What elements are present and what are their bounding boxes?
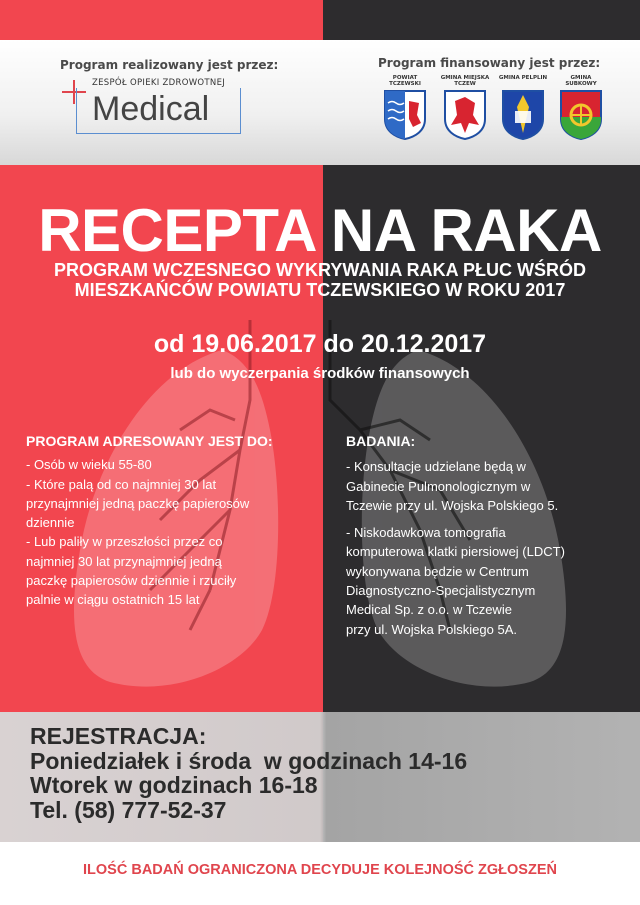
addressed-to-item: - Lub paliły w przeszłości przez co najmniej 30 lat przynajmniej jedną paczkę papierosów dziennie i rzuciły palnie w ciągu ostatnich 15 lat bbox=[26, 534, 237, 608]
exams-item: - Niskodawkowa tomografia komputerowa klatki piersiowej (LDCT) wykonywana będzie w Centrum Diagnostyczno-Specjalistycznym Medical Sp. z o.o. w Tczewie przy ul. Wojska Polskiego 5A. bbox=[346, 525, 565, 637]
crest-gmina-subkowy bbox=[556, 75, 606, 141]
medical-logo-subtitle: ZESPÓŁ OPIEKI ZDROWOTNEJ bbox=[92, 78, 226, 88]
main-title: RECEPTA NA RAKA bbox=[38, 197, 602, 264]
registration-section bbox=[30, 724, 467, 822]
footer-notice: ILOŚĆ BADAŃ OGRANICZONA DECYDUJE KOLEJNOŚĆ ZGŁOSZEŃ bbox=[83, 862, 557, 878]
exams-section bbox=[346, 432, 626, 647]
medical-logo-wordmark: Medical bbox=[92, 90, 210, 128]
subtitle-line-1: PROGRAM WCZESNEGO WYKRYWANIA RAKA PŁUC WŚRÓD bbox=[54, 260, 586, 280]
registration-heading: REJESTRACJA: bbox=[30, 723, 207, 749]
powiat-tczewski-crest-icon bbox=[383, 89, 427, 141]
program-dates-note: lub do wyczerpania środków finansowych bbox=[170, 365, 470, 382]
crest-name: GMINA MIEJSKA TCZEW bbox=[440, 75, 490, 87]
gmina-subkowy-crest-icon bbox=[559, 89, 603, 141]
crest-gmina-pelplin bbox=[498, 75, 548, 141]
addressed-to-section bbox=[26, 432, 316, 610]
crest-name: GMINA SUBKOWY bbox=[565, 75, 597, 87]
addressed-to-item: - Które palą od co najmniej 30 lat przynajmniej jedną paczkę papierosów dziennie bbox=[26, 476, 250, 531]
realized-by-label: Program realizowany jest przez: bbox=[60, 58, 279, 72]
crest-name: POWIAT TCZEWSKI bbox=[389, 75, 421, 87]
gmina-tczew-crest-icon bbox=[443, 89, 487, 141]
addressed-to-heading: PROGRAM ADRESOWANY JEST DO: bbox=[26, 433, 273, 449]
medical-logo bbox=[62, 76, 242, 136]
crest-powiat-tczewski bbox=[380, 75, 430, 141]
crest-name: GMINA PELPLIN bbox=[498, 75, 548, 81]
subtitle-line-2: MIESZKAŃCÓW POWIATU TCZEWSKIEGO W ROKU 2017 bbox=[74, 280, 566, 300]
registration-phone: Tel. (58) 777-52-37 bbox=[30, 796, 227, 823]
addressed-to-item: - Osób w wieku 55-80 bbox=[26, 457, 152, 473]
gmina-pelplin-crest-icon bbox=[501, 89, 545, 141]
registration-hours-1: Poniedziałek i środa w godzinach 14-16 bbox=[30, 747, 468, 774]
exams-item: - Konsultacje udzielane będą w Gabinecie Pulmonologicznym w Tczewie przy ul. Wojska Polskiego 5. bbox=[346, 459, 559, 513]
exams-heading: BADANIA: bbox=[346, 433, 416, 449]
program-dates: od 19.06.2017 do 20.12.2017 bbox=[153, 330, 487, 358]
financed-by-label: Program finansowany jest przez: bbox=[378, 56, 601, 70]
crest-gmina-tczew bbox=[440, 75, 490, 141]
registration-hours-2: Wtorek w godzinach 16-18 bbox=[30, 772, 318, 798]
